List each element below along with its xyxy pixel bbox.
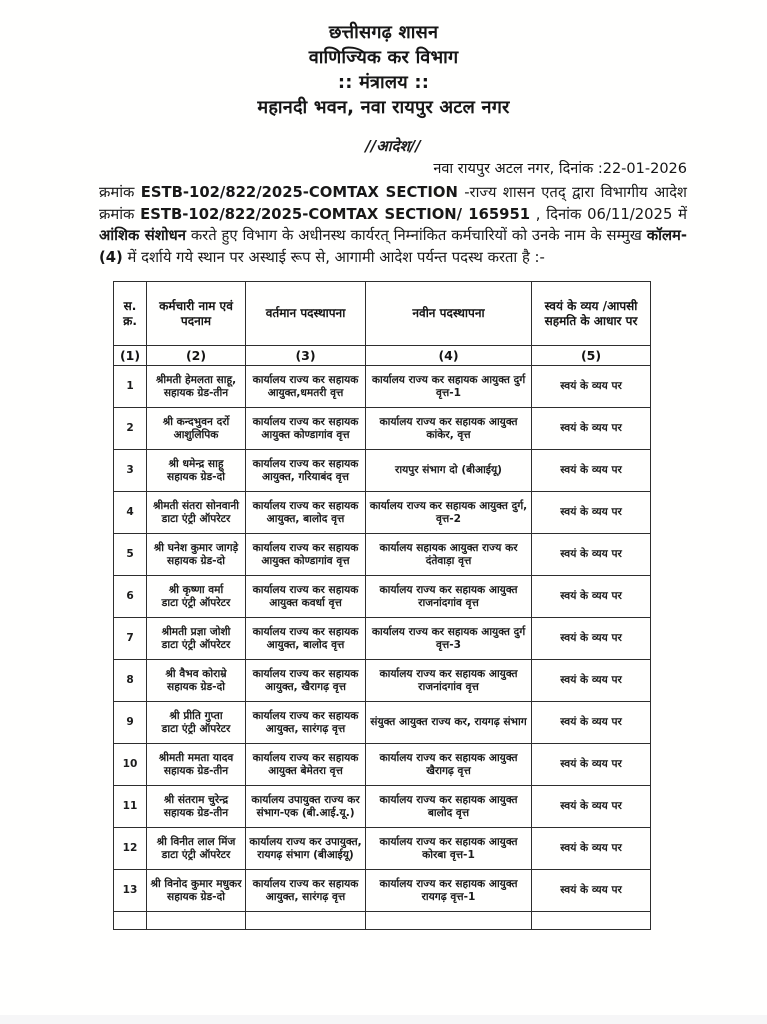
order-paragraph <box>99 182 687 268</box>
current-posting-cell: कार्यालय राज्य कर सहायक आयुक्त, सारंगढ़ वृत्त <box>246 702 366 744</box>
col-number-5: (5) <box>532 346 651 366</box>
serial-number-cell: 4 <box>114 492 147 534</box>
employee-designation: डाटा एंट्री ऑपरेटर <box>161 722 231 735</box>
table-row <box>114 702 651 744</box>
current-posting-cell: कार्यालय राज्य कर सहायक आयुक्त कोण्डागांव वृत्त <box>246 408 366 450</box>
col-number-4: (4) <box>366 346 532 366</box>
new-posting-cell: कार्यालय राज्य कर सहायक आयुक्त रायगढ़ वृत्त-1 <box>366 870 532 912</box>
employee-name: श्री विनोद कुमार मधुकर <box>150 877 242 890</box>
new-posting-cell: कार्यालय राज्य कर सहायक आयुक्त राजनांदगांव वृत्त <box>366 660 532 702</box>
empty-cell <box>114 912 147 930</box>
employee-name-cell <box>147 660 246 702</box>
employee-name: श्रीमती हेमलता साहू, <box>155 373 237 386</box>
employee-name: श्रीमती संतरा सोनवानी <box>152 499 240 512</box>
header-expense-basis: स्वयं के व्यय /आपसी सहमति के आधार पर <box>532 282 651 346</box>
current-posting-cell: कार्यालय राज्य कर सहायक आयुक्त कवर्धा वृत्त <box>246 576 366 618</box>
current-posting-cell: कार्यालय राज्य कर सहायक आयुक्त, सारंगढ़ वृत्त <box>246 870 366 912</box>
para-segment: -राज्य शासन एतद् द्वारा विभागीय आदेश क्रमांक <box>99 184 687 223</box>
table-row <box>114 576 651 618</box>
employee-designation: सहायक ग्रेड-तीन <box>163 386 229 399</box>
employee-name: श्री धमेन्द्र साहू <box>168 457 224 470</box>
new-posting-cell: कार्यालय सहायक आयुक्त राज्य कर दंतेवाड़ा वृत्त <box>366 534 532 576</box>
employee-name-cell <box>147 786 246 828</box>
current-posting-cell: कार्यालय राज्य कर सहायक आयुक्त, खैरागढ़ वृत्त <box>246 660 366 702</box>
employee-designation: सहायक ग्रेड-दो <box>167 470 225 483</box>
new-posting-cell: कार्यालय राज्य कर सहायक आयुक्त राजनांदगांव वृत्त <box>366 576 532 618</box>
letterhead <box>0 0 767 120</box>
table-row <box>114 366 651 408</box>
employee-name-cell <box>147 366 246 408</box>
expense-basis-cell: स्वयं के व्यय पर <box>532 786 651 828</box>
header-new-posting: नवीन पदस्थापना <box>366 282 532 346</box>
current-posting-cell: कार्यालय राज्य कर सहायक आयुक्त, गरियाबंद वृत्त <box>246 450 366 492</box>
table-row <box>114 450 651 492</box>
employee-name-cell <box>147 534 246 576</box>
new-posting-cell: कार्यालय राज्य कर सहायक आयुक्त दुर्ग वृत्त-1 <box>366 366 532 408</box>
employee-name: श्रीमती ममता यादव <box>158 751 234 764</box>
empty-cell <box>147 912 246 930</box>
serial-number-cell: 13 <box>114 870 147 912</box>
serial-number-cell: 12 <box>114 828 147 870</box>
place-date-line: नवा रायपुर अटल नगर, दिनांक :22-01-2026 <box>433 161 687 177</box>
expense-basis-cell: स्वयं के व्यय पर <box>532 366 651 408</box>
employee-designation: डाटा एंट्री ऑपरेटर <box>161 848 231 861</box>
employee-designation: सहायक ग्रेड-दो <box>167 680 225 693</box>
expense-basis-cell: स्वयं के व्यय पर <box>532 702 651 744</box>
expense-basis-cell: स्वयं के व्यय पर <box>532 450 651 492</box>
employee-name: श्री घनेश कुमार जागड़े <box>153 541 239 554</box>
serial-number-cell: 6 <box>114 576 147 618</box>
employee-name-cell <box>147 450 246 492</box>
partial-amendment-phrase: आंशिक संशोधन <box>99 227 186 244</box>
expense-basis-cell: स्वयं के व्यय पर <box>532 870 651 912</box>
table-row <box>114 828 651 870</box>
serial-number-cell: 3 <box>114 450 147 492</box>
current-posting-cell: कार्यालय राज्य कर सहायक आयुक्त,धमतरी वृत्त <box>246 366 366 408</box>
employee-designation: आशुलिपिक <box>173 428 219 441</box>
new-posting-cell: कार्यालय राज्य कर सहायक आयुक्त कांकेर, वृत्त <box>366 408 532 450</box>
address-line: महानदी भवन, नवा रायपुर अटल नगर <box>257 97 510 118</box>
new-posting-cell: कार्यालय राज्य कर सहायक आयुक्त दुर्ग, वृत्त-2 <box>366 492 532 534</box>
table-row <box>114 534 651 576</box>
serial-number-cell: 8 <box>114 660 147 702</box>
serial-number-cell: 11 <box>114 786 147 828</box>
department-name: वाणिज्यिक कर विभाग <box>308 47 459 68</box>
para-segment: क्रमांक <box>99 184 141 201</box>
para-segment: करते हुए विभाग के अधीनस्थ कार्यरत् निम्नांकित कर्मचारियों को उनके नाम के सम्मुख <box>185 227 647 244</box>
expense-basis-cell: स्वयं के व्यय पर <box>532 534 651 576</box>
employee-designation: सहायक ग्रेड-दो <box>167 890 225 903</box>
table-row <box>114 492 651 534</box>
new-posting-cell: कार्यालय राज्य कर सहायक आयुक्त बालोद वृत्त <box>366 786 532 828</box>
empty-partial-row <box>114 912 651 930</box>
scan-edge-strip <box>0 1015 767 1024</box>
serial-number-cell: 2 <box>114 408 147 450</box>
employee-designation: डाटा एंट्री ऑपरेटर <box>161 596 231 609</box>
order-body <box>99 136 687 930</box>
current-posting-cell: कार्यालय राज्य कर सहायक आयुक्त कोण्डागांव वृत्त <box>246 534 366 576</box>
header-serial: स. क्र. <box>114 282 147 346</box>
table-row <box>114 660 651 702</box>
employee-designation: डाटा एंट्री ऑपरेटर <box>161 512 231 525</box>
expense-basis-cell: स्वयं के व्यय पर <box>532 828 651 870</box>
serial-number-cell: 5 <box>114 534 147 576</box>
expense-basis-cell: स्वयं के व्यय पर <box>532 408 651 450</box>
serial-number-cell: 9 <box>114 702 147 744</box>
employee-name-cell <box>147 576 246 618</box>
employee-designation: सहायक ग्रेड-दो <box>167 554 225 567</box>
employee-name-cell <box>147 744 246 786</box>
employee-name: श्री वैभव कोराम्रे <box>165 667 227 680</box>
employee-designation: डाटा एंट्री ऑपरेटर <box>161 638 231 651</box>
employee-designation: सहायक ग्रेड-तीन <box>163 764 229 777</box>
new-posting-cell: कार्यालय राज्य कर सहायक आयुक्त कोरबा वृत्त-1 <box>366 828 532 870</box>
employee-name-cell <box>147 870 246 912</box>
employee-name: श्री विनीत लाल मिंज <box>156 835 236 848</box>
employee-name-cell <box>147 702 246 744</box>
col-number-1: (1) <box>114 346 147 366</box>
expense-basis-cell: स्वयं के व्यय पर <box>532 660 651 702</box>
serial-number-cell: 10 <box>114 744 147 786</box>
empty-cell <box>366 912 532 930</box>
expense-basis-cell: स्वयं के व्यय पर <box>532 492 651 534</box>
employee-name: श्री संतराम चुरेन्द्र <box>163 793 229 806</box>
ministry-line: :: मंत्रालय :: <box>337 72 430 93</box>
column-4-reference: कॉलम-(4) <box>99 227 688 266</box>
employee-name: श्री कृष्णा वर्मा <box>168 583 224 596</box>
table-header <box>114 282 651 366</box>
new-posting-cell: रायपुर संभाग दो (बीआईयू) <box>366 450 532 492</box>
header-employee-name: कर्मचारी नाम एवं पदनाम <box>147 282 246 346</box>
col-number-3: (3) <box>246 346 366 366</box>
empty-cell <box>532 912 651 930</box>
expense-basis-cell: स्वयं के व्यय पर <box>532 744 651 786</box>
current-posting-cell: कार्यालय राज्य कर उपायुक्त, रायगढ़ संभाग (बीआईयू) <box>246 828 366 870</box>
col-number-2: (2) <box>147 346 246 366</box>
transfer-table <box>113 281 651 930</box>
expense-basis-cell: स्वयं के व्यय पर <box>532 576 651 618</box>
table-row <box>114 744 651 786</box>
table-row <box>114 870 651 912</box>
expense-basis-cell: स्वयं के व्यय पर <box>532 618 651 660</box>
table-row <box>114 408 651 450</box>
employee-name-cell <box>147 828 246 870</box>
empty-cell <box>246 912 366 930</box>
current-posting-cell: कार्यालय राज्य कर सहायक आयुक्त बेमेतरा वृत्त <box>246 744 366 786</box>
serial-number-cell: 7 <box>114 618 147 660</box>
current-posting-cell: कार्यालय राज्य कर सहायक आयुक्त, बालोद वृत्त <box>246 618 366 660</box>
header-current-posting: वर्तमान पदस्थापना <box>246 282 366 346</box>
order-number-reference: ESTB-102/822/2025-COMTAX SECTION <box>140 184 458 201</box>
employee-name-cell <box>147 492 246 534</box>
para-segment: में दर्शाये गये स्थान पर अस्थाई रूप से, आगामी आदेश पर्यन्त पदस्थ करता है :- <box>122 248 545 266</box>
para-segment: , दिनांक 06/11/2025 में <box>530 205 687 223</box>
government-name: छत्तीसगढ़ शासन <box>328 22 439 43</box>
employee-name-cell <box>147 618 246 660</box>
employee-name: श्री कन्दभुवन दर्रो <box>162 415 230 428</box>
current-posting-cell: कार्यालय उपायुक्त राज्य कर संभाग-एक (बी.आई.यू.) <box>246 786 366 828</box>
employee-name-cell <box>147 408 246 450</box>
new-posting-cell: कार्यालय राज्य कर सहायक आयुक्त दुर्ग वृत्त-3 <box>366 618 532 660</box>
order-title: //आदेश// <box>365 137 421 155</box>
employee-name: श्रीमती प्रज्ञा जोशी <box>161 625 231 638</box>
amended-order-number: ESTB-102/822/2025-COMTAX SECTION/ 165951 <box>140 205 531 223</box>
new-posting-cell: संयुक्त आयुक्त राज्य कर, रायगढ़ संभाग <box>366 702 532 744</box>
employee-name: श्री प्रीति गुप्ता <box>169 709 223 722</box>
table-rows <box>114 366 651 930</box>
table-row <box>114 786 651 828</box>
current-posting-cell: कार्यालय राज्य कर सहायक आयुक्त, बालोद वृत्त <box>246 492 366 534</box>
employee-designation: सहायक ग्रेड-तीन <box>163 806 229 819</box>
serial-number-cell: 1 <box>114 366 147 408</box>
table-row <box>114 618 651 660</box>
new-posting-cell: कार्यालय राज्य कर सहायक आयुक्त खैरागढ़ वृत्त <box>366 744 532 786</box>
